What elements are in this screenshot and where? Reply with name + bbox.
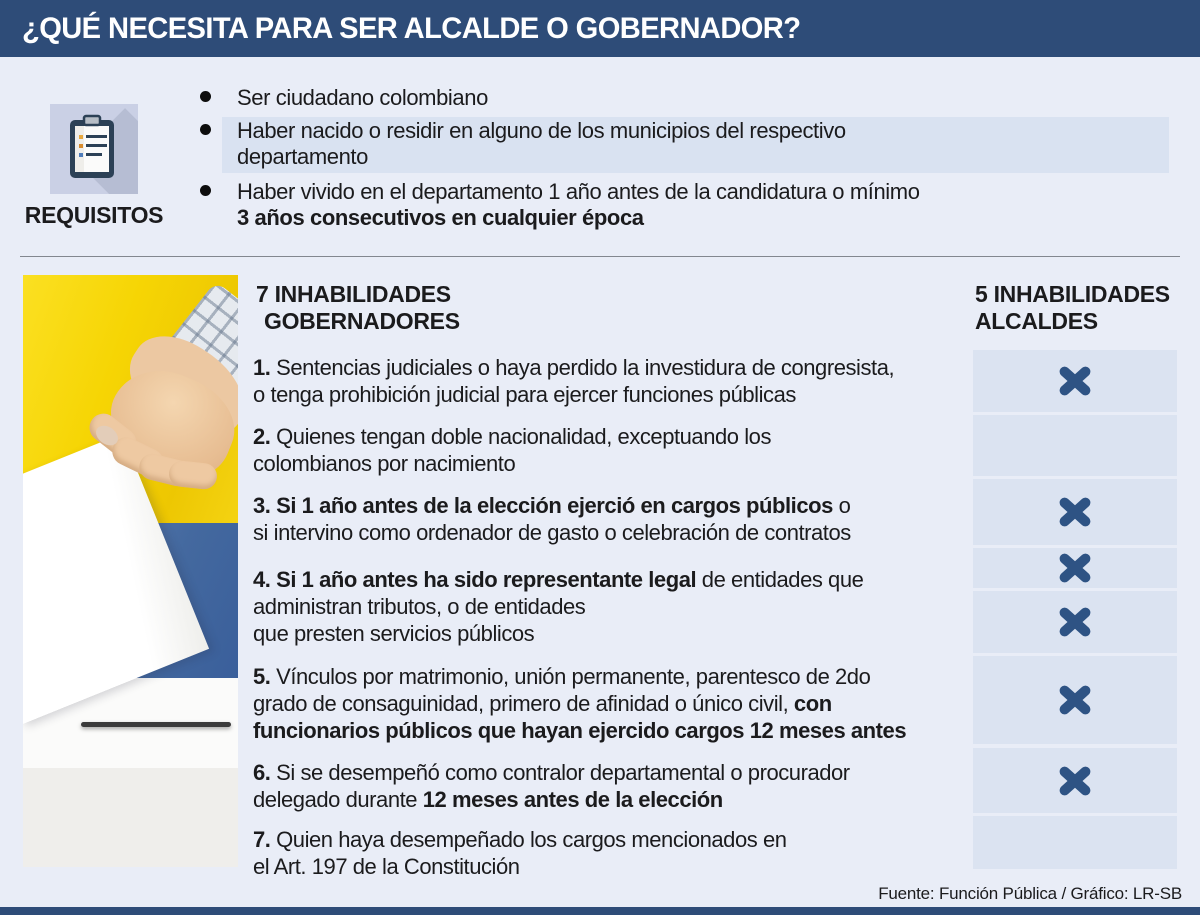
x-mark-icon: [1058, 607, 1092, 637]
text-line: colombianos por nacimiento: [253, 451, 516, 476]
text-line: si intervino como ordenador de gasto o celebración de contratos: [253, 520, 851, 545]
ballot-photo: [23, 275, 238, 867]
text-line: Ser ciudadano colombiano: [237, 85, 488, 110]
text-line: que presten servicios públicos: [253, 621, 535, 646]
text-line: departamento: [237, 144, 368, 169]
text-line: 1. Sentencias judiciales o haya perdido la investidura de congresista,: [253, 355, 895, 380]
bullet-dot-icon: [200, 124, 211, 135]
text-line: 5. Vínculos por matrimonio, unión permanente, parentesco de 2do: [253, 664, 871, 689]
text-line: administran tributos, o de entidades: [253, 594, 586, 619]
alcaldes-header: 5 INHABILIDADES ALCALDES: [975, 281, 1170, 334]
text-line: 7. Quien haya desempeñado los cargos mencionados en: [253, 827, 787, 852]
text-line: 2. Quienes tengan doble nacionalidad, exceptuando los: [253, 424, 772, 449]
ballot-box-base: [23, 768, 238, 867]
mark-box-applies: [973, 350, 1177, 412]
text-line: o tenga prohibición judicial para ejercer funciones públicas: [253, 382, 796, 407]
text-line: Haber vivido en el departamento 1 año antes de la candidatura o mínimo: [237, 179, 920, 204]
gobernadores-header: 7 INHABILIDADES GOBERNADORES: [256, 281, 460, 334]
inhabilidad-item: [253, 826, 787, 880]
text-line: Haber nacido o residir en alguno de los municipios del respectivo: [237, 118, 846, 143]
inhabilidad-item: [253, 492, 851, 546]
inhabilidad-item: [253, 566, 863, 647]
requisito-bullet: [200, 84, 500, 114]
text-line: 3. Si 1 año antes de la elección ejerció en cargos públicos o: [253, 493, 851, 518]
mark-box-empty: [973, 415, 1177, 476]
requisito-bullet: [200, 178, 932, 234]
clipboard-icon: [67, 113, 121, 185]
requisito-bullet: [200, 117, 1169, 173]
mark-box-applies: [973, 591, 1177, 653]
mark-box-applies: [973, 479, 1177, 545]
footer-source: Fuente: Función Pública / Gráfico: LR-SB: [878, 884, 1182, 903]
bullet-text: [222, 84, 500, 114]
text-line: grado de consaguinidad, primero de afinidad o único civil, con: [253, 691, 832, 716]
text-line: funcionarios públicos que hayan ejercido cargos 12 meses antes: [253, 718, 907, 743]
bullet-dot-icon: [200, 91, 211, 102]
bullet-text: [222, 117, 1169, 173]
inhabilidad-item: [253, 759, 850, 813]
x-mark-icon: [1058, 766, 1092, 796]
x-mark-icon: [1058, 497, 1092, 527]
bullet-text: [222, 178, 932, 234]
requisitos-label: REQUISITOS: [24, 202, 164, 228]
text-line: 6. Si se desempeñó como contralor departamental o procurador: [253, 760, 850, 785]
mark-box-applies: [973, 656, 1177, 744]
x-mark-icon: [1058, 685, 1092, 715]
x-mark-icon: [1058, 553, 1092, 583]
requisitos-icon-card: [50, 104, 138, 194]
mark-box-applies: [973, 748, 1177, 813]
bullet-dot-icon: [200, 185, 211, 196]
x-mark-icon: [1058, 366, 1092, 396]
inhabilidad-item: [253, 354, 894, 408]
footer-bar: [0, 907, 1200, 915]
section-divider: [20, 256, 1180, 257]
text-line: el Art. 197 de la Constitución: [253, 854, 520, 879]
text-line: 3 años consecutivos en cualquier época: [237, 205, 644, 230]
inhabilidad-item: [253, 423, 771, 477]
mark-box-applies: [973, 548, 1177, 588]
ballot-box-slot: [81, 722, 231, 727]
text-line: 4. Si 1 año antes ha sido representante legal de entidades que: [253, 567, 864, 592]
text-line: delegado durante 12 meses antes de la elección: [253, 787, 723, 812]
page-title: ¿QUÉ NECESITA PARA SER ALCALDE O GOBERNADOR?: [22, 12, 801, 45]
header-bar: [0, 0, 1200, 57]
mark-box-empty: [973, 816, 1177, 869]
inhabilidad-item: [253, 663, 906, 744]
